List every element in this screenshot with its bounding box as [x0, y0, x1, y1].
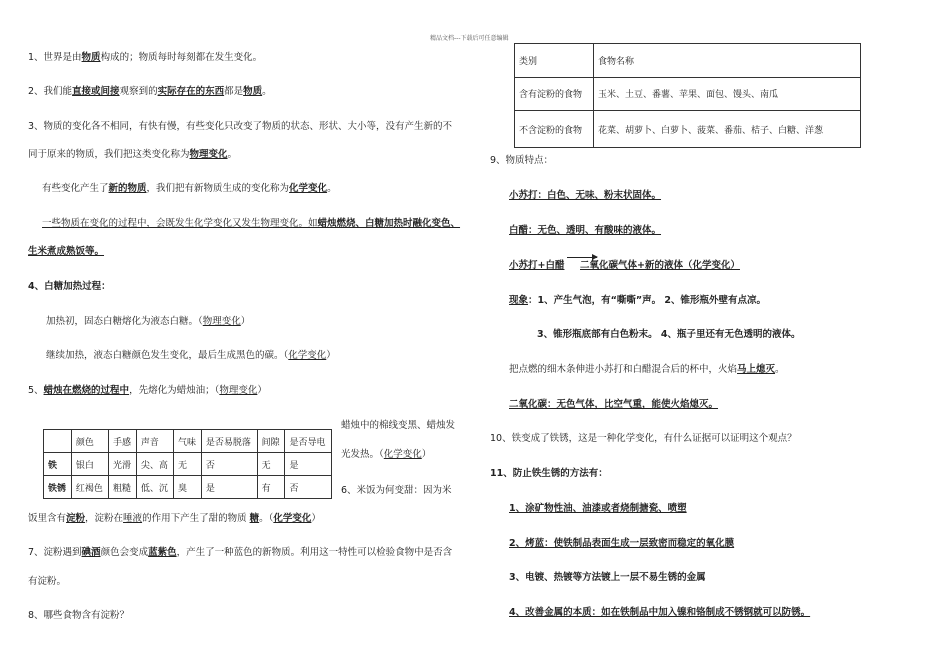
keyword: 唾液 [123, 513, 143, 524]
table-row [44, 476, 332, 499]
table-cell [44, 430, 72, 453]
text: ，产生了一种蓝色的新物质。利用这一特性可以检验食物中是否含 [176, 547, 453, 558]
keyword: 蜡烛燃烧、白糖加热时融化变色、 [317, 218, 461, 229]
table-cell: 红褐色 [71, 476, 108, 499]
r-line-11: 1、涂矿物性油、油漆或者烧制搪瓷、喷塑 [509, 503, 687, 514]
arrow-icon [567, 257, 597, 258]
iron-rust-table [43, 429, 332, 499]
r-line-1: 9、物质特点： [490, 155, 554, 166]
r-line-5 [509, 294, 766, 308]
text: 。 [262, 86, 272, 97]
text: 7、淀粉遇到 [28, 547, 82, 558]
keyword: 直接或间接 [72, 86, 120, 97]
keyword: 碘酒 [81, 547, 101, 558]
line-8 [46, 349, 336, 363]
text: 5、 [28, 385, 44, 396]
text: 1、世界是由 [28, 52, 82, 63]
table-row [515, 77, 861, 111]
keyword: 马上熄灭 [737, 364, 776, 375]
keyword: 物质 [81, 52, 101, 63]
text: 观察到的 [119, 86, 158, 97]
text: 加热初，固态白糖熔化为液态白糖。（ [46, 316, 203, 327]
text: ：1、产生气泡，有“嘶嘶”声。 2、锥形瓶外壁有点凉。 [528, 295, 767, 306]
text: ，先熔化为蜡烛油；（ [129, 385, 220, 396]
table-cell: 含有淀粉的食物 [515, 77, 594, 111]
table-row [515, 44, 861, 78]
text: ） [240, 316, 251, 327]
line-12: 8、哪些食物含有淀粉？ [28, 610, 130, 621]
line-6: 4、白糖加热过程： [28, 281, 111, 292]
text: 饭里含有 [28, 513, 67, 524]
table-cell: 不含淀粉的食物 [515, 111, 594, 148]
r-line-2: 小苏打：白色、无味、粉末状固体。 [509, 190, 662, 201]
r-line-6: 3、锥形瓶底部有白色粉末。 4、瓶子里还有无色透明的液体。 [537, 329, 801, 340]
r-line-12: 2、烤蓝：使铁制品表面生成一层致密而稳定的氧化膜 [509, 538, 735, 549]
r-line-4a: 小苏打+白醋 [509, 260, 565, 271]
line-5b: 生米煮成熟饭等。 [28, 246, 105, 257]
table-cell: 声音 [136, 430, 173, 453]
keyword: 现象 [509, 295, 529, 306]
keyword: 蓝紫色 [148, 547, 177, 558]
keyword: 淀粉 [66, 513, 86, 524]
r-line-9: 10、铁变成了铁锈，这是一种化学变化，有什么证据可以证明这个观点？ [490, 433, 797, 444]
keyword: 物理变化 [219, 385, 258, 396]
keyword: 糖 [249, 513, 260, 524]
table-cell: 食物名称 [594, 44, 861, 78]
table-row [44, 430, 332, 453]
text: ） [326, 350, 336, 361]
side-line-3: 6、米饭为何变甜：因为米 [341, 485, 452, 496]
keyword: 物理变化 [202, 316, 241, 327]
side-line-2 [341, 448, 431, 462]
line-11 [28, 546, 452, 560]
line-9 [28, 384, 267, 398]
r-line-7 [509, 363, 785, 377]
text: ，我们把有新物质生成的变化称为 [146, 183, 290, 194]
text: 同于原来的物质，我们把这类变化称为 [28, 149, 190, 160]
keyword: 化学变化 [289, 183, 328, 194]
food-table [514, 43, 861, 148]
text: 把点燃的细木条伸进小苏打和白醋混合后的杯中，火焰 [509, 364, 738, 375]
text: 。（ [259, 513, 274, 524]
page-header: 精品文档---下载后可任意编辑 [430, 35, 509, 42]
line-5a [42, 217, 460, 231]
text: 。 [227, 149, 238, 160]
table-cell: 花菜、胡萝卜、白萝卜、菠菜、番茄、桔子、白糖、洋葱 [594, 111, 861, 148]
text: 都是 [224, 86, 244, 97]
line-2 [28, 85, 272, 99]
line-4 [42, 182, 337, 196]
text: 2、我们能 [28, 86, 73, 97]
text: ） [311, 513, 321, 524]
line-3b [28, 148, 237, 162]
text: 一些物质在变化的过程中，会既发生化学变化又发生物理变化。如 [42, 218, 318, 229]
table-cell: 玉米、土豆、番薯、苹果、面包、馒头、南瓜 [594, 77, 861, 111]
r-line-10: 11、防止铁生锈的方法有： [490, 468, 608, 479]
keyword: 物质 [243, 86, 263, 97]
r-line-8: 二氧化碳：无色气体，比空气重，能使火焰熄灭。 [509, 399, 719, 410]
line-3a: 3、物质的变化各不相同，有快有慢，有些变化只改变了物质的状态、形状、大小等，没有产生新的不 [28, 121, 453, 132]
keyword: 实际存在的东西 [157, 86, 225, 97]
table-cell: 气味 [174, 430, 202, 453]
text: 继续加热，液态白糖颜色发生变化，最后生成黑色的碳。（ [46, 350, 289, 361]
table-cell: 是否易脱落 [201, 430, 257, 453]
keyword: 化学变化 [383, 449, 422, 460]
table-cell: 有 [257, 476, 285, 499]
table-cell: 无 [257, 453, 285, 476]
r-line-14: 4、改善金属的本质：如在铁制品中加入镍和铬制成不锈钢就可以防锈。 [509, 607, 811, 618]
text: 。 [327, 183, 337, 194]
table-cell: 间隙 [257, 430, 285, 453]
table-cell: 否 [201, 453, 257, 476]
text: 构成的；物质每时每刻都在发生变化。 [100, 52, 263, 63]
keyword: 化学变化 [288, 350, 327, 361]
r-line-4b: 二氧化碳气体+新的液体（化学变化） [580, 260, 740, 271]
table-cell: 类别 [515, 44, 594, 78]
r-line-3: 白醋：无色、透明、有酸味的液体。 [509, 225, 662, 236]
table-cell: 无 [174, 453, 202, 476]
keyword: 物理变化 [189, 149, 228, 160]
table-row [515, 111, 861, 148]
table-cell: 臭 [174, 476, 202, 499]
table-cell: 颜色 [71, 430, 108, 453]
table-cell: 低、沉 [136, 476, 173, 499]
table-cell: 是 [201, 476, 257, 499]
keyword: 蜡烛在燃烧的过程中 [43, 385, 130, 396]
line-1 [28, 51, 262, 65]
table-cell: 手感 [109, 430, 137, 453]
text: 光发热。（ [341, 449, 384, 460]
line-11b: 有淀粉。 [28, 576, 67, 587]
table-cell: 尖、高 [136, 453, 173, 476]
table-cell: 粗糙 [109, 476, 137, 499]
text: 。 [775, 364, 785, 375]
table-cell: 否 [285, 476, 332, 499]
table-cell: 铁 [44, 453, 72, 476]
table-cell: 是 [285, 453, 332, 476]
table-cell: 光滑 [109, 453, 137, 476]
table-cell: 银白 [71, 453, 108, 476]
table-cell: 铁锈 [44, 476, 72, 499]
table-cell: 是否导电 [285, 430, 332, 453]
text: ） [257, 385, 267, 396]
side-line-1: 蜡烛中的棉线变黑、蜡烛发 [341, 420, 456, 431]
line-7 [46, 315, 250, 329]
r-line-13: 3、电镀、热镀等方法镀上一层不易生锈的金属 [509, 572, 706, 583]
text: 颜色会变成 [100, 547, 149, 558]
keyword: 化学变化 [273, 513, 312, 524]
text: 的作用下产生了甜的物质 [142, 513, 250, 524]
table-row [44, 453, 332, 476]
text: 有些变化产生了 [42, 183, 109, 194]
text: ） [421, 449, 432, 460]
text: ，淀粉在 [85, 513, 124, 524]
line-10 [28, 512, 321, 526]
keyword: 新的物质 [108, 183, 147, 194]
